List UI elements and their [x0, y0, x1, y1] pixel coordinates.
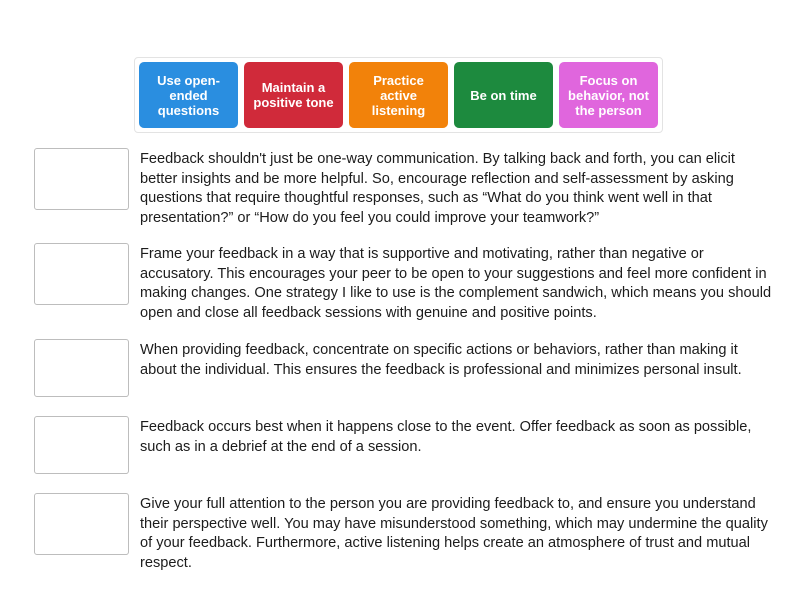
row-description-1: Frame your feedback in a way that is supportive and motivating, rather than negative or accusatory. This encourages your peer to be open to your suggestions and feel more confident in making changes. One strategy I like to use is the complement sandwich, which means you should open and close all feedback sessions with genuine and positive points. [140, 246, 772, 321]
row-description-2: When providing feedback, concentrate on specific actions or behaviors, rather than making it about the individual. This ensures the feedback is professional and minimizes personal insult. [140, 342, 742, 378]
drop-target-4[interactable] [34, 493, 129, 555]
tile-label: Maintain a positive tone [253, 80, 334, 110]
tile-label: Be on time [470, 87, 537, 103]
draggable-tile-1[interactable] [244, 62, 343, 128]
match-row [34, 493, 774, 573]
drop-target-2[interactable] [34, 339, 129, 397]
match-row [34, 148, 774, 228]
tile-label: Practice active listening [371, 72, 426, 118]
match-row [34, 339, 774, 397]
tile-label: Use open-ended questions [157, 72, 220, 118]
row-description-0: Feedback shouldn't just be one-way communication. By talking back and forth, you can elicit better insights and be more helpful. So, encourage reflection and self-assessment by asking questions that require thoughtful responses, such as “What do you think went well in that presentation?” or “How do you feel you could improve your teamwork?” [140, 151, 735, 226]
drop-target-0[interactable] [34, 148, 129, 210]
draggable-tile-2[interactable] [349, 62, 448, 128]
draggable-tile-4[interactable] [559, 62, 658, 128]
row-description-3: Feedback occurs best when it happens close to the event. Offer feedback as soon as possible, such as in a debrief at the end of a session. [140, 419, 752, 455]
draggable-tile-3[interactable] [454, 62, 553, 128]
match-row [34, 243, 774, 323]
drop-target-3[interactable] [34, 416, 129, 474]
tile-label: Focus on behavior, not the person [568, 72, 649, 118]
match-row [34, 416, 774, 474]
answer-rows [34, 148, 774, 573]
tile-bank [134, 57, 663, 133]
drop-target-1[interactable] [34, 243, 129, 305]
draggable-tile-0[interactable] [139, 62, 238, 128]
row-description-4: Give your full attention to the person you are providing feedback to, and ensure you understand their perspective well. You may have misunderstood something, which may undermine the quality of your feedback. Furthermore, active listening helps create an atmosphere of trust and mutual respect. [140, 496, 768, 571]
